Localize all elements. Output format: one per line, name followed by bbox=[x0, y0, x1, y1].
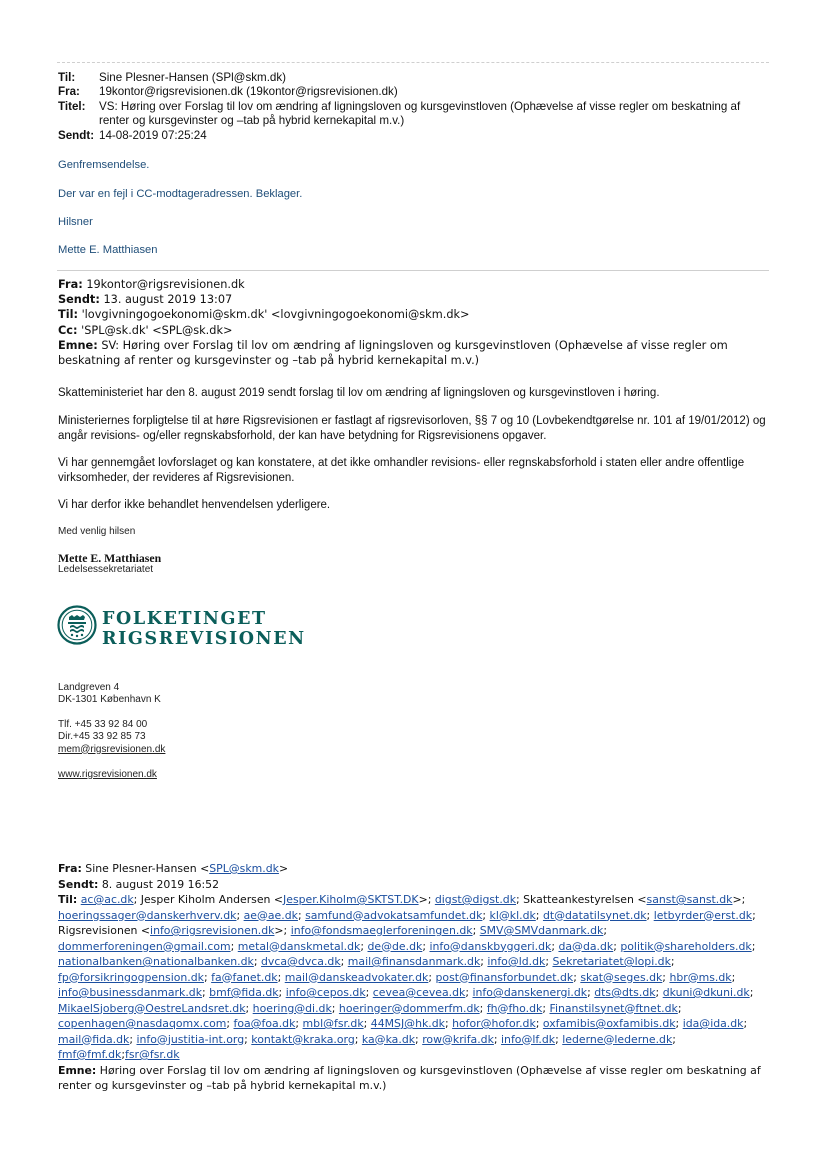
recipient-email-link[interactable]: kontakt@kraka.org bbox=[251, 1032, 355, 1046]
recipient-separator: ; bbox=[677, 1001, 682, 1015]
website-link[interactable]: www.rigsrevisionen.dk bbox=[58, 769, 157, 780]
from-row bbox=[58, 85, 770, 99]
recipient-separator: ; bbox=[646, 908, 654, 922]
recipient-separator: ; bbox=[493, 1032, 502, 1046]
recipient-email-link[interactable]: Finanstilsynet@ftnet.dk bbox=[549, 1001, 678, 1015]
recipient-email-link[interactable]: lederne@lederne.dk bbox=[562, 1032, 673, 1046]
body-line-resend: Genfremsendelse. bbox=[58, 159, 150, 171]
fwd-sent-value: 13. august 2019 13:07 bbox=[103, 293, 233, 307]
recipient-email-link[interactable]: de@de.dk bbox=[367, 939, 423, 953]
phone: Tlf. +45 33 92 84 00 bbox=[58, 719, 148, 730]
recipient-separator: ; bbox=[545, 955, 553, 968]
closing: Med venlig hilsen bbox=[58, 526, 136, 537]
recipient-separator: ; bbox=[749, 986, 754, 999]
sent-value: 14-08-2019 07:25:24 bbox=[99, 128, 207, 142]
recipient-email-link[interactable]: info@fondsmaeglerforeningen.dk bbox=[290, 924, 473, 937]
recipient-separator: ; bbox=[363, 1017, 371, 1030]
recipient-separator: ; bbox=[555, 1032, 563, 1046]
recipient-separator: ; bbox=[230, 939, 238, 953]
fwd-sent-label: Sendt: bbox=[58, 293, 100, 307]
recipient-separator: ; bbox=[603, 924, 608, 937]
recipient-separator: ; bbox=[472, 924, 480, 937]
recipient-email-link[interactable]: Sekretariatet@lopi.dk bbox=[552, 955, 671, 968]
address-city: DK-1301 København K bbox=[58, 694, 161, 706]
to-value: Sine Plesner-Hansen (SPl@skm.dk) bbox=[99, 71, 287, 84]
rigsrevisionen-emblem-icon bbox=[57, 605, 97, 650]
recipient-separator: ; bbox=[587, 986, 595, 999]
recipient-separator: ; bbox=[731, 970, 736, 984]
recipient-email-link[interactable]: ac@ac.dk bbox=[80, 893, 134, 906]
orig-from-name: Sine Plesner-Hansen < bbox=[85, 862, 210, 875]
recipient-separator: ; bbox=[655, 986, 663, 999]
recipient-separator: ; bbox=[202, 986, 210, 999]
recipient-separator: ; Skatteankestyrelsen < bbox=[516, 893, 647, 906]
recipient-email-link[interactable]: ka@ka.dk bbox=[361, 1032, 416, 1046]
title-row bbox=[58, 100, 770, 129]
recipient-email-link[interactable]: hoeringer@dommerfm.dk bbox=[338, 1001, 480, 1015]
recipient-email-link[interactable]: post@finansforbundet.dk bbox=[435, 970, 574, 984]
recipient-separator: ; bbox=[675, 1017, 683, 1030]
title-value: VS: Høring over Forslag til lov om ændring af ligningsloven og kursgevinstloven (Ophævelse af visse regler om beskatning af renter og kursgevinster og –tab på hybrid kernekapital m.v.) bbox=[99, 99, 741, 128]
recipient-email-link[interactable]: dvca@dvca.dk bbox=[261, 955, 341, 968]
recipient-email-link[interactable]: letbyrder@erst.dk bbox=[653, 908, 753, 922]
orig-from-email-link[interactable]: SPL@skm.dk bbox=[209, 862, 279, 875]
to-row bbox=[58, 71, 770, 85]
address-street: Landgreven 4 bbox=[58, 682, 120, 693]
recipient-separator: ; bbox=[482, 908, 490, 922]
recipient-separator: ; bbox=[422, 939, 430, 953]
recipient-email-link[interactable]: info@danskbyggeri.dk bbox=[429, 939, 552, 953]
email-header bbox=[58, 71, 770, 143]
recipient-email-link[interactable]: mail@finansdanmark.dk bbox=[347, 955, 481, 968]
fwd-subject-label: Emne: bbox=[58, 338, 98, 352]
fwd-to-row bbox=[58, 307, 770, 322]
fwd-cc-label: Cc: bbox=[58, 323, 78, 337]
recipient-email-link[interactable]: bmf@fida.dk bbox=[209, 986, 279, 999]
recipient-separator: ; bbox=[253, 955, 262, 968]
recipient-email-link[interactable]: info@justitia-int.org bbox=[136, 1032, 245, 1046]
recipient-separator: ; bbox=[670, 955, 675, 968]
recipient-email-link[interactable]: sanst@sanst.dk bbox=[646, 893, 733, 906]
fwd-from-value: 19kontor@rigsrevisionen.dk bbox=[86, 278, 245, 291]
recipient-separator: ; bbox=[573, 970, 581, 984]
recipient-separator: ; bbox=[415, 1032, 423, 1046]
recipient-email-link[interactable]: da@da.dk bbox=[558, 939, 614, 953]
department: Ledelsessekretariatet bbox=[58, 564, 154, 575]
recipient-separator: ; bbox=[244, 1032, 252, 1046]
recipient-email-link[interactable]: fsr@fsr.dk bbox=[125, 1048, 180, 1061]
recipient-separator: ; bbox=[613, 939, 621, 953]
signer-name: Mette E. Matthiasen bbox=[58, 551, 162, 565]
recipient-email-link[interactable]: cevea@cevea.dk bbox=[372, 986, 466, 999]
fwd-subject-row bbox=[58, 338, 770, 368]
orig-sent-value: 8. august 2019 16:52 bbox=[101, 877, 220, 891]
recipient-separator: ; bbox=[542, 1001, 550, 1015]
recipient-separator: ; bbox=[428, 970, 436, 984]
recipient-email-link[interactable]: hofor@hofor.dk bbox=[452, 1017, 536, 1030]
recipient-email-link[interactable]: kl@kl.dk bbox=[489, 908, 536, 922]
recipient-email-link[interactable]: dommerforeningen@gmail.com bbox=[58, 939, 231, 953]
recipient-email-link[interactable]: row@krifa.dk bbox=[422, 1032, 494, 1046]
recipient-separator: ; bbox=[278, 986, 286, 999]
recipient-separator: ; bbox=[535, 1017, 543, 1030]
body-line-error: Der var en fejl i CC-modtageradressen. Beklager. bbox=[58, 188, 303, 200]
recipient-separator: ; bbox=[277, 970, 285, 984]
contact-block bbox=[58, 719, 165, 756]
recipient-email-link[interactable]: MikaelSjoberg@OestreLandsret.dk bbox=[58, 1001, 246, 1015]
recipient-list bbox=[58, 893, 756, 1061]
forwarded-header bbox=[58, 277, 770, 368]
orig-from-label: Fra: bbox=[58, 862, 82, 875]
recipient-separator: ; Rigsrevisionen < bbox=[58, 908, 756, 937]
recipient-separator: ; Jesper Kiholm Andersen < bbox=[133, 893, 284, 906]
fwd-to-value: 'lovgivningogoekonomi@skm.dk' <lovgivningogoekonomi@skm.dk> bbox=[81, 308, 470, 322]
direct-phone: Dir.+45 33 92 85 73 bbox=[58, 731, 146, 743]
fwd-to-label: Til: bbox=[58, 308, 78, 322]
orig-subject-value: Høring over Forslag til lov om ændring af ligningsloven og kursgevinstloven (Ophævelse af visse regler om beskatning af renter og kursgevinster og –tab på hybrid kernekapital m.v.) bbox=[58, 1063, 761, 1092]
recipient-separator: ; bbox=[743, 1017, 748, 1030]
orig-subject-label: Emne: bbox=[58, 1063, 97, 1077]
recipient-email-link[interactable]: foa@foa.dk bbox=[233, 1017, 296, 1030]
orig-subject-row bbox=[58, 1063, 773, 1094]
recipient-email-link[interactable]: samfund@advokatsamfundet.dk bbox=[305, 908, 483, 922]
recipient-email-link[interactable]: info@cepos.dk bbox=[285, 986, 366, 999]
top-divider bbox=[57, 62, 769, 63]
recipient-separator: ; bbox=[236, 908, 244, 922]
recipient-email-link[interactable]: Jesper.Kiholm@SKTST.DK bbox=[283, 893, 419, 906]
recipient-email-link[interactable]: info@rigsrevisionen.dk bbox=[150, 924, 275, 937]
fwd-cc-value: 'SPL@sk.dk' <SPL@sk.dk> bbox=[81, 323, 233, 337]
fwd-subject-value: SV: Høring over Forslag til lov om ændring af ligningsloven og kursgevinstloven (Ophævelse af visse regler om beskatning af renter og kursgevinster og –tab på hybrid kernekapital m.v.) bbox=[58, 338, 728, 368]
orig-sent-row bbox=[58, 877, 773, 893]
recipient-separator: ; bbox=[295, 1017, 303, 1030]
recipient-separator: ; bbox=[479, 1001, 487, 1015]
orig-from-close: > bbox=[278, 862, 289, 875]
orig-to-row bbox=[58, 892, 773, 1063]
recipient-separator: ; bbox=[662, 970, 670, 984]
fwd-cc-row bbox=[58, 323, 770, 338]
orig-sent-label: Sendt: bbox=[58, 877, 99, 891]
recipient-email-link[interactable]: skat@seges.dk bbox=[580, 970, 663, 984]
orig-to-label: Til: bbox=[58, 893, 78, 906]
recipient-separator: ; bbox=[551, 939, 559, 953]
recipient-email-link[interactable]: oxfamibis@oxfamibis.dk bbox=[542, 1017, 676, 1030]
recipient-separator: ; bbox=[444, 1017, 453, 1030]
logo-line-rigsrevisionen: RIGSREVISIONEN bbox=[102, 629, 306, 649]
letter-paragraph-2: Ministeriernes forpligtelse til at høre Rigsrevisionen er fastlagt af rigsrevisorloven, §§ 7 og 10 (Lovbekendtgørelse nr. 101 af 19/01/2012) og angår revisions- og/eller regnskabsforhold, der kan have betydning for Rigsrevisionens opgaver. bbox=[58, 415, 766, 442]
logo-wordmark bbox=[102, 609, 306, 649]
recipient-email-link[interactable]: fp@forsikringogpension.dk bbox=[58, 970, 204, 984]
recipient-separator: ; bbox=[226, 1017, 234, 1030]
recipient-separator: ; bbox=[340, 955, 348, 968]
recipient-email-link[interactable]: digst@digst.dk bbox=[434, 893, 517, 906]
recipient-email-link[interactable]: mail@danskeadvokater.dk bbox=[284, 970, 429, 984]
recipient-email-link[interactable]: info@ld.dk bbox=[487, 955, 546, 968]
recipient-email-link[interactable]: mail@fida.dk bbox=[58, 1032, 130, 1046]
recipient-email-link[interactable]: SMV@SMVdanmark.dk bbox=[479, 924, 604, 937]
recipient-separator: >; bbox=[732, 893, 746, 906]
recipient-separator: ; bbox=[365, 986, 373, 999]
recipient-separator: ; bbox=[751, 939, 756, 953]
recipient-email-link[interactable]: fa@fanet.dk bbox=[211, 970, 278, 984]
recipient-email-link[interactable]: nationalbanken@nationalbanken.dk bbox=[58, 955, 254, 968]
recipient-email-link[interactable]: hoeringssager@danskerhverv.dk bbox=[58, 908, 237, 922]
body-line-signature: Mette E. Matthiasen bbox=[58, 244, 158, 256]
recipient-separator: ; bbox=[480, 955, 488, 968]
recipient-separator: ; bbox=[360, 939, 368, 953]
recipient-separator: ; bbox=[535, 908, 543, 922]
recipient-separator: >; bbox=[418, 893, 435, 906]
recipient-email-link[interactable]: hbr@ms.dk bbox=[669, 970, 732, 984]
original-message bbox=[58, 861, 773, 1094]
recipient-email-link[interactable]: ae@ae.dk bbox=[243, 908, 298, 922]
fwd-from-row bbox=[58, 277, 770, 292]
recipient-separator: ; bbox=[465, 986, 473, 999]
sent-row bbox=[58, 129, 770, 143]
forward-divider bbox=[57, 270, 769, 271]
recipient-separator: ; bbox=[121, 1048, 126, 1061]
recipient-email-link[interactable]: dts@dts.dk bbox=[594, 986, 656, 999]
from-value: 19kontor@rigsrevisionen.dk (19kontor@rigsrevisionen.dk) bbox=[99, 85, 398, 99]
body-line-greeting: Hilsner bbox=[58, 216, 93, 228]
recipient-email-link[interactable]: hoering@di.dk bbox=[252, 1001, 332, 1015]
letter-paragraph-1: Skatteministeriet har den 8. august 2019 sendt forslag til lov om ændring af ligningsloven og kursgevinstloven i høring. bbox=[58, 387, 660, 399]
recipient-email-link[interactable]: fmf@fmf.dk bbox=[58, 1048, 122, 1061]
recipient-email-link[interactable]: info@lf.dk bbox=[501, 1032, 556, 1046]
recipient-email-link[interactable]: mbl@fsr.dk bbox=[302, 1017, 364, 1030]
from-label: Fra: bbox=[58, 85, 80, 99]
recipient-email-link[interactable]: info@businessdanmark.dk bbox=[58, 986, 203, 999]
recipient-email-link[interactable]: dkuni@dkuni.dk bbox=[662, 986, 750, 999]
sent-label: Sendt: bbox=[58, 128, 95, 142]
title-label: Titel: bbox=[58, 99, 86, 113]
recipient-separator: ; bbox=[297, 908, 306, 922]
letter-paragraph-4: Vi har derfor ikke behandlet henvendelsen yderligere. bbox=[58, 499, 331, 511]
recipient-email-link[interactable]: info@danskenergi.dk bbox=[472, 986, 588, 999]
recipient-email-link[interactable]: copenhagen@nasdaqomx.com bbox=[58, 1017, 227, 1030]
fwd-from-label: Fra: bbox=[58, 278, 83, 291]
recipient-separator: ; bbox=[203, 970, 212, 984]
recipient-email-link[interactable]: politik@shareholders.dk bbox=[620, 939, 752, 953]
fwd-sent-row bbox=[58, 292, 770, 307]
recipient-separator: ; bbox=[672, 1032, 676, 1046]
email-link[interactable]: mem@rigsrevisionen.dk bbox=[58, 743, 166, 755]
recipient-email-link[interactable]: metal@danskmetal.dk bbox=[237, 939, 361, 953]
letter-paragraph-3: Vi har gennemgået lovforslaget og kan konstatere, at det ikke omhandler revisions- eller regnskabsforhold i staten eller andre offentlige virksomheder, der revideres af Rigsrevisionen. bbox=[58, 457, 745, 484]
recipient-separator: ; bbox=[129, 1032, 137, 1046]
recipient-separator: ; bbox=[354, 1032, 362, 1046]
address-block bbox=[58, 682, 161, 707]
recipient-email-link[interactable]: fh@fho.dk bbox=[486, 1001, 543, 1015]
to-label: Til: bbox=[58, 71, 76, 84]
recipient-separator: ; bbox=[245, 1001, 253, 1015]
recipient-email-link[interactable]: dt@datatilsynet.dk bbox=[542, 908, 647, 922]
recipient-separator: >; bbox=[274, 924, 291, 937]
recipient-separator: ; bbox=[331, 1001, 339, 1015]
recipient-email-link[interactable]: ida@ida.dk bbox=[682, 1017, 744, 1030]
orig-from-row bbox=[58, 861, 773, 877]
logo-line-folketinget: FOLKETINGET bbox=[102, 609, 267, 629]
recipient-email-link[interactable]: 44MSJ@hk.dk bbox=[370, 1017, 445, 1030]
